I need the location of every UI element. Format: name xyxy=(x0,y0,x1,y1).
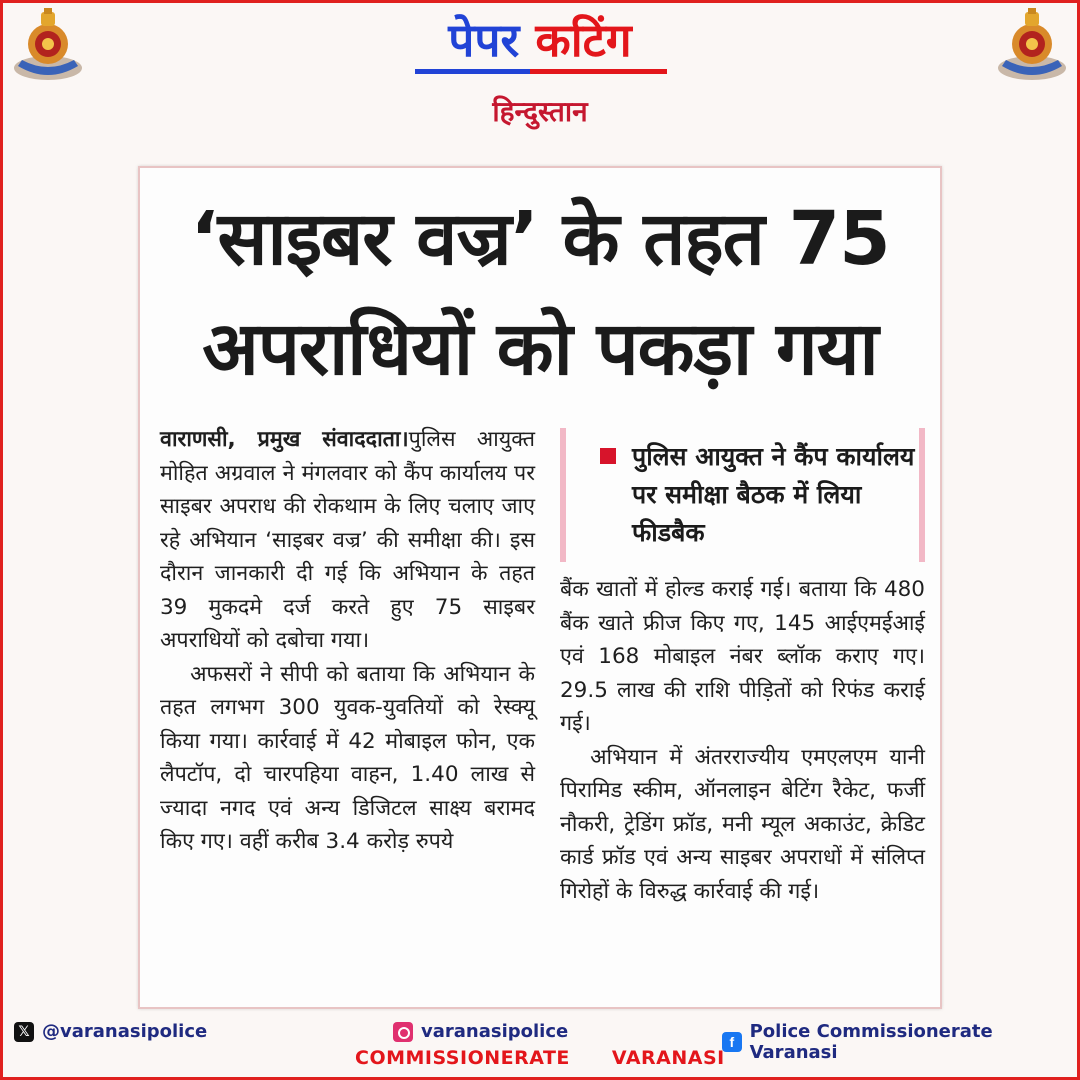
article-headline: ‘साइबर वज्र’ के तहत 75 अपराधियों को पकड़ा गया xyxy=(190,196,890,392)
article-paragraph: बैंक खातों में होल्ड कराई गई। बताया कि 480 बैंक खाते फ्रीज किए गए, 145 आईएमईआई एवं 168 मोबाइल नंबर ब्लॉक कराए गए। 29.5 लाख की राशि पीड़ितों को रिफंड कराई गई। xyxy=(560,577,925,736)
newspaper-clipping xyxy=(138,166,942,1009)
article-column-right xyxy=(560,573,925,908)
highlight-box xyxy=(560,428,925,562)
page-title xyxy=(0,10,1080,70)
article-column-left xyxy=(160,423,535,859)
footer xyxy=(0,1013,1080,1080)
x-twitter-icon: 𝕏 xyxy=(14,1022,34,1042)
footer-commissionerate: COMMISSIONERATE VARANASI xyxy=(355,1047,725,1069)
article-paragraph: अभियान में अंतरराज्यीय एमएलएम यानी पिरामिड स्कीम, ऑनलाइन बेटिंग रैकेट, फर्जी नौकरी, ट्रेडिंग फ्रॉड, मनी म्यूल अकाउंट, क्रेडिट कार्ड फ्रॉड एवं अन्य साइबर अपराधों में संलिप्त गिरोहों के विरुद्ध कार्रवाई की गई। xyxy=(560,744,925,904)
instagram-icon xyxy=(393,1022,413,1042)
title-underline xyxy=(415,69,667,75)
article-paragraph: वाराणसी, प्रमुख संवाददाता।पुलिस आयुक्त मोहित अग्रवाल ने मंगलवार को कैंप कार्यालय पर साइबर अपराध की रोकथाम के लिए चलाए जाए रहे अभियान ‘साइबर वज्र’ की समीक्षा की। इस दौरान जानकारी दी गई कि अभियान के तहत 39 मुकदमे दर्ज करते हुए 75 साइबर अपराधियों को दबोचा गया। xyxy=(160,427,535,653)
article-paragraph: अफसरों ने सीपी को बताया कि अभियान के तहत लगभग 300 युवक-युवतियों को रेस्क्यू किया गया। कार्रवाई में 42 मोबाइल फोन, एक लैपटॉप, दो चारपहिया वाहन, 1.40 लाख से ज्यादा नगद एवं अन्य डिजिटल साक्ष्य बरामद किए गए। वहीं करीब 3.4 करोड़ रुपये xyxy=(160,661,535,854)
twitter-handle[interactable]: 𝕏 @varanasipolice xyxy=(14,1021,207,1042)
highlight-text: पुलिस आयुक्त ने कैंप कार्यालय पर समीक्षा बैठक में लिया फीडबैक xyxy=(632,442,915,547)
bullet-square-icon xyxy=(600,448,616,464)
article-dateline: वाराणसी, प्रमुख संवाददाता। xyxy=(160,427,409,452)
facebook-icon: f xyxy=(722,1032,742,1052)
facebook-page[interactable]: f Police Commissionerate Varanasi xyxy=(722,1021,1080,1063)
newspaper-name: हिन्दुस्तान xyxy=(492,95,588,128)
instagram-handle[interactable]: varanasipolice xyxy=(393,1021,568,1042)
title-part-1: पेपर xyxy=(448,13,520,67)
title-part-2: कटिंग xyxy=(535,13,632,67)
